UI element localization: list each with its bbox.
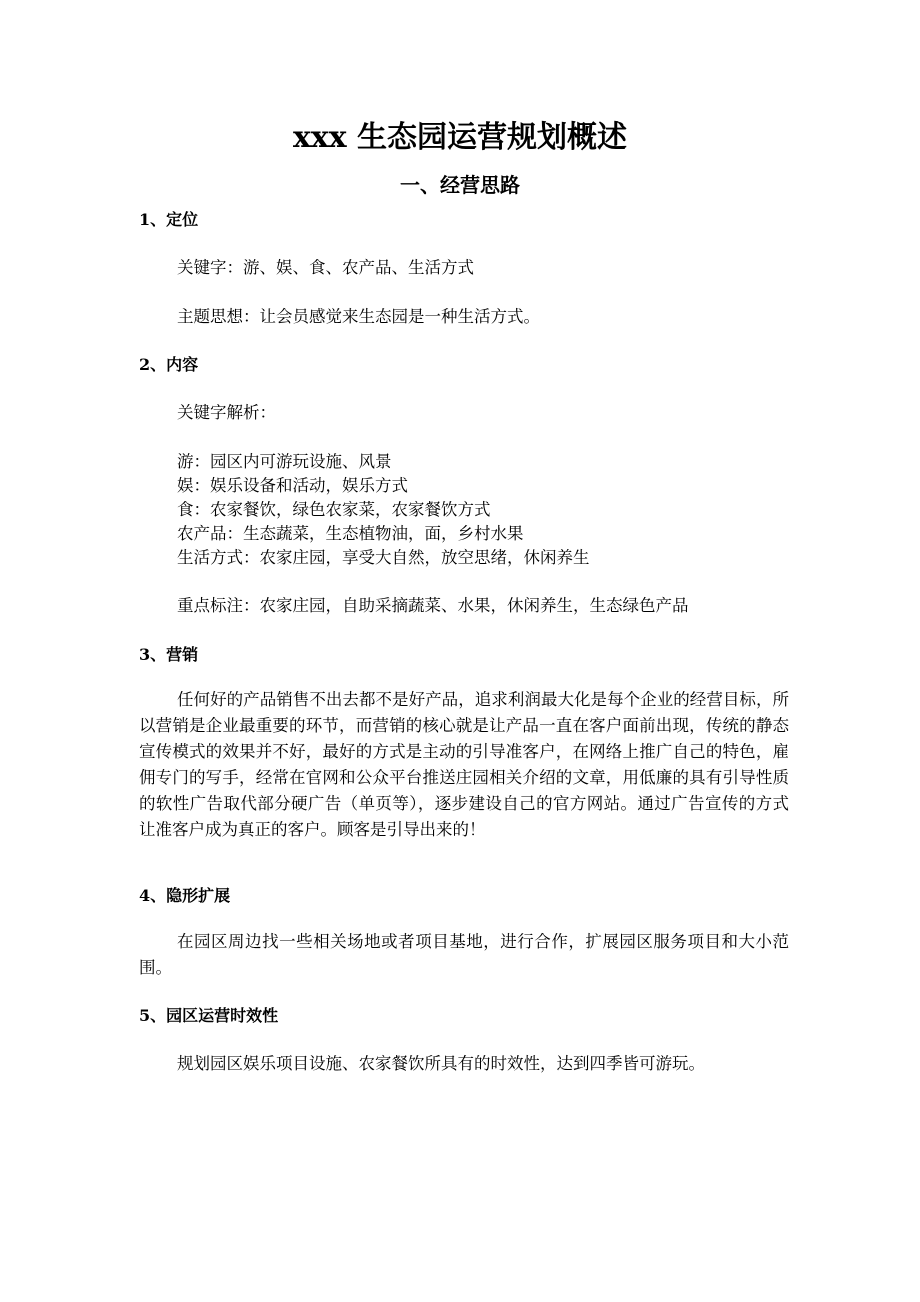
content-item-lifestyle: 生活方式：农家庄园，享受大自然，放空思绪，休闲养生: [177, 548, 590, 567]
chapter-heading: 一、经营思路: [400, 173, 520, 197]
marketing-paragraph: 任何好的产品销售不出去都不是好产品，追求利润最大化是每个企业的经营目标，所以营销是企业最重要的环节，而营销的核心就是让产品一直在客户面前出现，传统的静态宣传模式的效果并不好，最好的方式是主动的引导准客户，在网络上推广自己的特色，雇佣专门的写手，经常在官网和公众平台推送庄园相关介绍的文章，用低廉的具有引导性质的软性广告取代部分硬广告（单页等），逐步建设自己的官方网站。通过广告宣传的方式让准客户成为真正的客户。顾客是引导出来的！: [139, 690, 789, 839]
content-item-entertainment: 娱：娱乐设备和活动，娱乐方式: [177, 476, 408, 495]
content-item-food: 食：农家餐饮，绿色农家菜，农家餐饮方式: [177, 500, 491, 519]
section-heading-marketing: 3、营销: [139, 645, 199, 664]
expansion-paragraph: 在园区周边找一些相关场地或者项目基地，进行合作，扩展园区服务项目和大小范围。: [139, 932, 789, 977]
section-heading-content: 2、内容: [139, 355, 199, 374]
section-heading-timeliness: 5、园区运营时效性: [139, 1006, 279, 1025]
document-title: xxx 生态园运营规划概述: [292, 120, 628, 155]
content-item-agricultural-products: 农产品：生态蔬菜，生态植物油，面，乡村水果: [177, 524, 524, 543]
content-item-tour: 游：园区内可游玩设施、风景: [177, 452, 392, 471]
highlight-line: 重点标注：农家庄园，自助采摘蔬菜、水果，休闲养生，生态绿色产品: [177, 596, 689, 615]
section-heading-expansion: 4、隐形扩展: [139, 886, 231, 905]
keyword-analysis-intro: 关键字解析：: [177, 403, 276, 422]
section-heading-positioning: 1、定位: [139, 210, 199, 229]
timeliness-paragraph: 规划园区娱乐项目设施、农家餐饮所具有的时效性，达到四季皆可游玩。: [177, 1054, 705, 1073]
keywords-line: 关键字：游、娱、食、农产品、生活方式: [177, 258, 474, 277]
theme-line: 主题思想：让会员感觉来生态园是一种生活方式。: [177, 307, 540, 326]
